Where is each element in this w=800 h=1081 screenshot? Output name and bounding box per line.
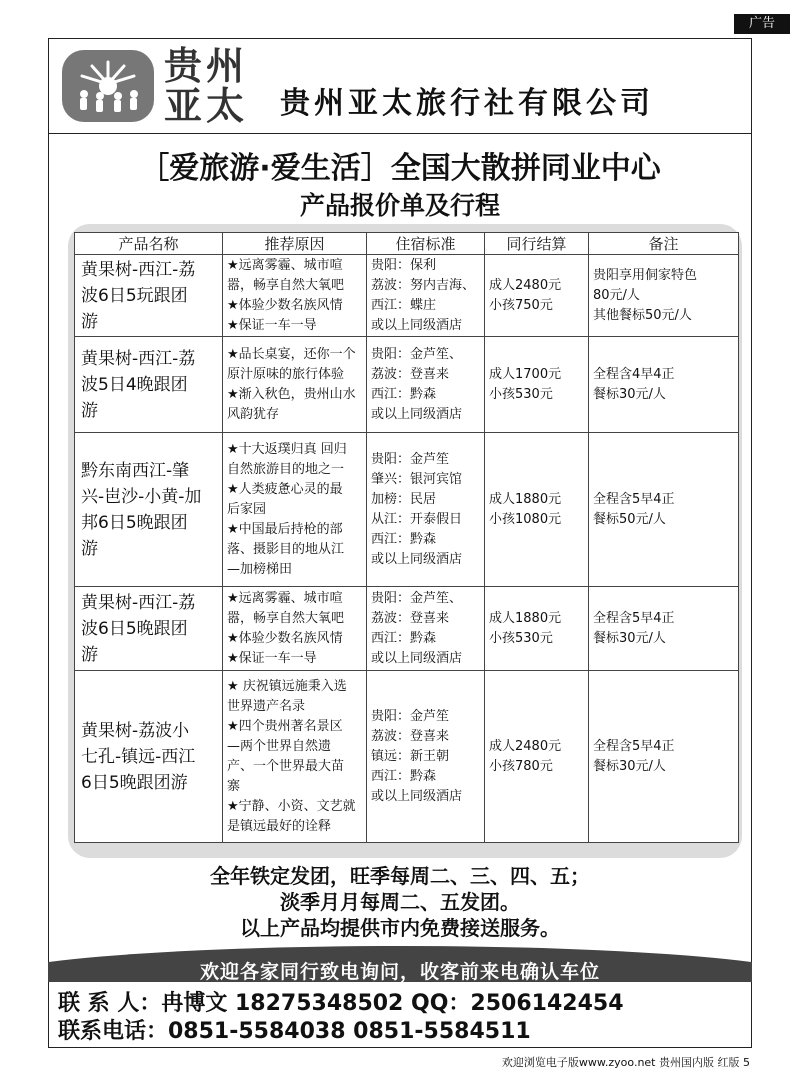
product-price	[485, 255, 589, 337]
welcome-text: 欢迎各家同行致电询问，收客前来电确认车位	[199, 961, 600, 983]
logo-text-line1: 贵州	[164, 43, 249, 88]
reason-line: ★保证一车一导	[227, 317, 317, 333]
hotel-line: 或以上同级酒店	[371, 406, 463, 422]
price-line: 成人1880元	[489, 491, 562, 507]
product-name-line: 黄果树-西江-荔	[81, 259, 196, 280]
price-line: 成人1880元	[489, 610, 562, 626]
reason-line: ★中国最后持枪的部	[227, 521, 343, 537]
price-line: 小孩530元	[489, 386, 553, 402]
reason-line: 后家园	[227, 501, 267, 517]
header-note: 备注	[589, 233, 739, 255]
hotel-line: 贵阳：保利	[371, 257, 437, 273]
service-line: 以上产品均提供市内免费接送服务。	[240, 916, 560, 940]
product-name-line: 七孔-镇远-西江	[81, 746, 196, 767]
reason-line: ★ 庆祝镇远施秉入选	[227, 678, 347, 694]
reason-line: ★渐入秋色，贵州山水	[227, 386, 356, 402]
reason-line: ★远离雾霾、城市喧	[227, 590, 343, 606]
product-name	[75, 433, 223, 587]
product-reasons	[223, 587, 367, 671]
reason-line: ★十大返璞归真 回归	[227, 441, 347, 457]
hotel-line: 西江：蝶庄	[371, 297, 437, 313]
hotel-line: 或以上同级酒店	[371, 788, 463, 804]
note-line: 餐标30元/人	[593, 386, 666, 402]
product-name-line: 波6日5玩跟团	[81, 285, 188, 306]
product-note	[589, 587, 739, 671]
price-line: 成人1700元	[489, 366, 562, 382]
reason-line: 世界遗产名录	[227, 698, 306, 714]
note-line: 全程含4早4正	[593, 366, 675, 382]
hotel-line: 加榜：民居	[371, 491, 437, 507]
hotel-line: 或以上同级酒店	[371, 317, 463, 333]
product-price	[485, 587, 589, 671]
table-row	[75, 587, 739, 671]
product-name	[75, 255, 223, 337]
price-line: 小孩780元	[489, 758, 553, 774]
hotel-line: 贵阳：金芦笙、	[371, 346, 463, 362]
reason-line: —两个世界自然遗	[227, 738, 332, 754]
note-line: 全程含5早4正	[593, 738, 675, 754]
product-name-line: 黔东南西江-肇	[81, 460, 190, 481]
note-line: 餐标30元/人	[593, 758, 666, 774]
hotel-line: 贵阳：金芦笙	[371, 708, 450, 724]
company-name: 贵州亚太旅行社有限公司	[280, 86, 654, 121]
product-name-line: 邦6日5晚跟团	[81, 512, 188, 533]
price-line: 成人2480元	[489, 738, 562, 754]
reason-line: ★保证一车一导	[227, 650, 317, 666]
reason-line: ★远离雾霾、城市喧	[227, 257, 343, 273]
note-line: 餐标30元/人	[593, 630, 666, 646]
product-name-line: 波5日4晚跟团	[81, 374, 188, 395]
reason-line: —加榜梯田	[227, 561, 293, 577]
note-line: 全程含5早4正	[593, 491, 675, 507]
reason-line: ★人类疲惫心灵的最	[227, 481, 343, 497]
product-reasons	[223, 433, 367, 587]
hotel-line: 西江：黔森	[371, 386, 437, 402]
reason-line: ★宁静、小资、文艺就	[227, 798, 356, 814]
note-line: 80元/人	[593, 287, 640, 303]
product-name-line: 黄果树-西江-荔	[81, 592, 196, 613]
hotel-line: 荔波：登喜来	[371, 728, 450, 744]
product-note	[589, 337, 739, 433]
header-product: 产品名称	[75, 233, 223, 255]
product-name-line: 游	[81, 400, 98, 421]
hotel-line: 或以上同级酒店	[371, 650, 463, 666]
page-footer: 欢迎浏览电子版www.zyoo.net 贵州国内版 红版 5	[501, 1056, 750, 1069]
note-line: 餐标50元/人	[593, 511, 666, 527]
reason-line: 是镇远最好的诠释	[227, 818, 332, 834]
reason-line: ★体验少数名族风情	[227, 630, 343, 646]
product-name-line: 黄果树-西江-荔	[81, 348, 196, 369]
hotel-line: 肇兴：银河宾馆	[371, 471, 463, 487]
product-hotel	[367, 433, 485, 587]
product-name-line: 游	[81, 311, 98, 332]
hotel-line: 或以上同级酒店	[371, 551, 463, 567]
note-line: 贵阳享用侗家特色	[593, 267, 698, 283]
product-hotel	[367, 255, 485, 337]
reason-line: 嚣，畅享自然大氧吧	[227, 277, 345, 293]
price-line: 成人2480元	[489, 277, 562, 293]
hotel-line: 荔波：登喜来	[371, 366, 450, 382]
product-reasons	[223, 671, 367, 843]
logo-text-line2: 亚太	[164, 83, 249, 128]
reason-line: 寨	[227, 778, 241, 794]
price-line: 小孩530元	[489, 630, 553, 646]
hotel-line: 荔波：努内吉海、	[371, 277, 476, 293]
hotel-line: 荔波：登喜来	[371, 610, 450, 626]
product-name-line: 游	[81, 538, 98, 559]
hotel-line: 镇远：新王朝	[371, 748, 450, 764]
logo-text	[164, 43, 274, 128]
reason-line: 自然旅游目的地之一	[227, 461, 345, 477]
hotel-line: 从江：开泰假日	[371, 511, 463, 527]
table-header-row	[75, 233, 739, 255]
schedule-line-1: 全年铁定发团，旺季每周二、三、四、五；	[210, 864, 590, 888]
note-line: 全程含5早4正	[593, 610, 675, 626]
schedule-line-2: 淡季月月每周二、五发团。	[280, 890, 520, 914]
product-price	[485, 671, 589, 843]
reason-line: 原汁原味的旅行体验	[227, 366, 345, 382]
reason-line: ★品长桌宴，还你一个	[227, 346, 356, 362]
price-table	[74, 232, 739, 843]
contact-person: 联 系 人：冉博文 18275348502 QQ：2506142454	[58, 991, 624, 1016]
product-name-line: 游	[81, 644, 98, 665]
product-reasons	[223, 337, 367, 433]
table-row	[75, 433, 739, 587]
table-row	[75, 671, 739, 843]
product-name	[75, 587, 223, 671]
logo-sun-icon	[62, 50, 154, 122]
header-hotel: 住宿标准	[367, 233, 485, 255]
product-reasons	[223, 255, 367, 337]
product-price	[485, 433, 589, 587]
product-name-line: 6日5晚跟团游	[81, 772, 188, 793]
contact-phone: 联系电话：0851-5584038 0851-5584511	[58, 1019, 531, 1044]
subhead: 产品报价单及行程	[299, 191, 500, 220]
product-hotel	[367, 337, 485, 433]
hotel-line: 西江：黔森	[371, 630, 437, 646]
header-reason: 推荐原因	[223, 233, 367, 255]
product-note	[589, 255, 739, 337]
product-name	[75, 671, 223, 843]
headline: ［爱旅游·爱生活］全国大散拼同业中心	[139, 151, 661, 186]
reason-line: ★体验少数名族风情	[227, 297, 343, 313]
product-name-line: 波6日5晚跟团	[81, 618, 188, 639]
header-price: 同行结算	[485, 233, 589, 255]
product-hotel	[367, 671, 485, 843]
product-name	[75, 337, 223, 433]
hotel-line: 西江：黔森	[371, 531, 437, 547]
reason-line: ★四个贵州著名景区	[227, 718, 343, 734]
ad-tag: 广告	[734, 14, 790, 34]
product-price	[485, 337, 589, 433]
product-note	[589, 671, 739, 843]
company-header	[48, 38, 752, 134]
reason-line: 产、一个世界最大苗	[227, 758, 345, 774]
table-row	[75, 337, 739, 433]
reason-line: 落、摄影目的地从江	[227, 541, 345, 557]
note-line: 其他餐标50元/人	[593, 307, 692, 323]
hotel-line: 贵阳：金芦笙、	[371, 590, 463, 606]
table-row	[75, 255, 739, 337]
reason-line: 嚣，畅享自然大氧吧	[227, 610, 345, 626]
product-note	[589, 433, 739, 587]
price-line: 小孩750元	[489, 297, 553, 313]
company-logo	[62, 50, 154, 122]
hotel-line: 西江：黔森	[371, 768, 437, 784]
product-hotel	[367, 587, 485, 671]
product-name-line: 兴-岜沙-小黄-加	[81, 486, 202, 507]
reason-line: 风韵犹存	[227, 406, 280, 422]
product-name-line: 黄果树-荔波小	[81, 720, 190, 741]
price-line: 小孩1080元	[489, 511, 562, 527]
hotel-line: 贵阳：金芦笙	[371, 451, 450, 467]
